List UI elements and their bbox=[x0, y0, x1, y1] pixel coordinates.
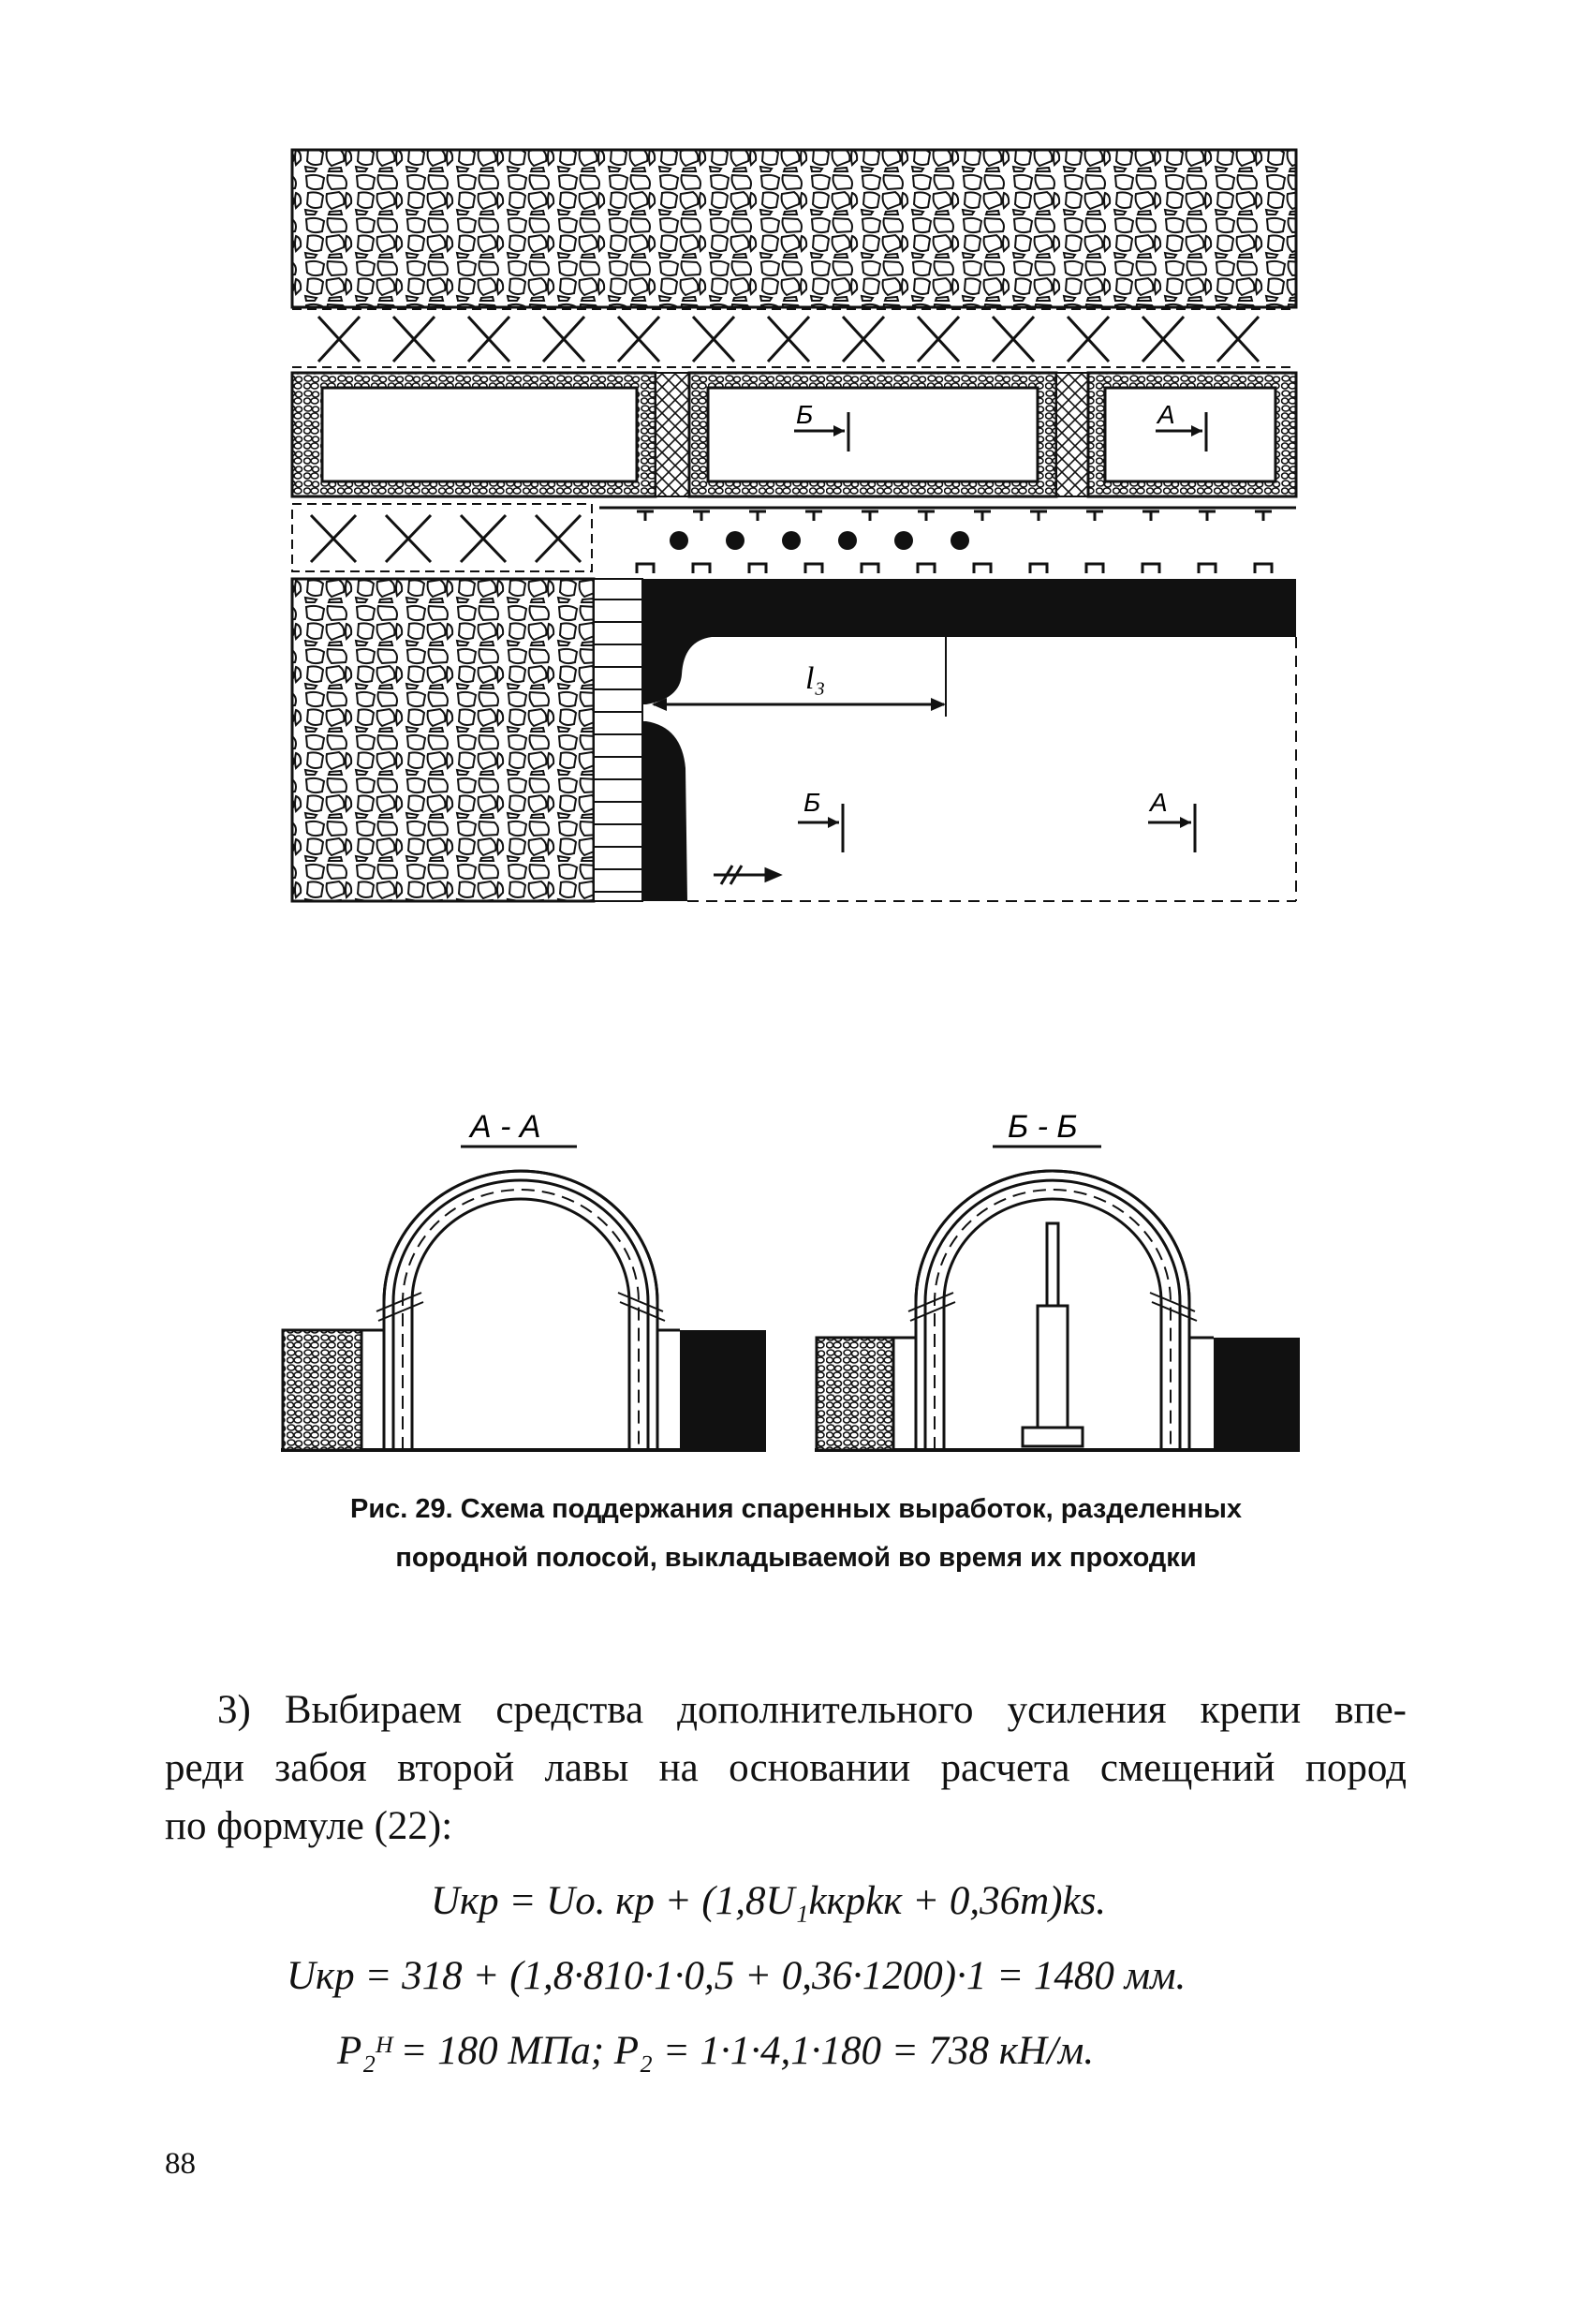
formula-load: P₂ᴴ = 180 МПа; P₂ = 1·1·4,1·180 = 738 кН/м. bbox=[337, 2029, 1095, 2073]
figure-caption bbox=[243, 1485, 1349, 1582]
caption-line-2: породной полосой, выкладываемой во время их проходки bbox=[395, 1543, 1197, 1573]
section-marker-b-lower bbox=[798, 788, 843, 852]
caption-line-1: Рис. 29. Схема поддержания спаренных выработок, разделенных bbox=[350, 1494, 1242, 1524]
dimension-l3 bbox=[652, 661, 946, 711]
paragraph-line-2: реди забоя второй лавы на основании расчета смещений пород bbox=[165, 1746, 1407, 1790]
crossed-support-band-top bbox=[292, 309, 1296, 367]
cross-section-b-b bbox=[815, 1109, 1300, 1450]
face-advance-arrow bbox=[714, 866, 779, 884]
paired-workings-row bbox=[292, 373, 1296, 496]
paragraph-line-1: 3) Выбираем средства дополнительного усиления крепи впе- bbox=[217, 1688, 1407, 1732]
paragraph-line-3: по формуле (22): bbox=[165, 1804, 453, 1848]
section-title-b-b: Б - Б bbox=[1008, 1109, 1078, 1145]
dimension-label: l₃ bbox=[805, 661, 826, 696]
formula-displacement-value: Uкр = 318 + (1,8·810·1·0,5 + 0,36·1200)·1 = 1480 мм. bbox=[287, 1954, 1187, 1998]
longwall-face bbox=[687, 637, 1296, 901]
pack-wall bbox=[594, 579, 642, 901]
coal-seam bbox=[642, 579, 1296, 901]
crossed-support-band-left bbox=[292, 504, 592, 571]
page-number: 88 bbox=[165, 2147, 196, 2181]
drill-holes bbox=[670, 531, 969, 550]
rock-mass-gob bbox=[292, 579, 594, 901]
hydraulic-prop bbox=[1023, 1223, 1083, 1446]
cross-section-a-a bbox=[281, 1109, 766, 1450]
marker-label: А bbox=[1150, 788, 1168, 817]
prop-row bbox=[599, 508, 1296, 573]
formula-displacement: Uкр = Uо. кр + (1,8U₁kкрkк + 0,36m)ks. bbox=[431, 1879, 1107, 1923]
marker-label: Б bbox=[803, 788, 821, 817]
section-marker-a-lower bbox=[1148, 788, 1195, 852]
marker-label: Б bbox=[796, 400, 814, 429]
body-paragraph bbox=[165, 1681, 1407, 1856]
marker-label: А bbox=[1157, 400, 1175, 429]
section-title-a-a: А - А bbox=[470, 1109, 541, 1145]
plan-view bbox=[292, 150, 1296, 901]
rock-mass-top bbox=[292, 150, 1296, 307]
